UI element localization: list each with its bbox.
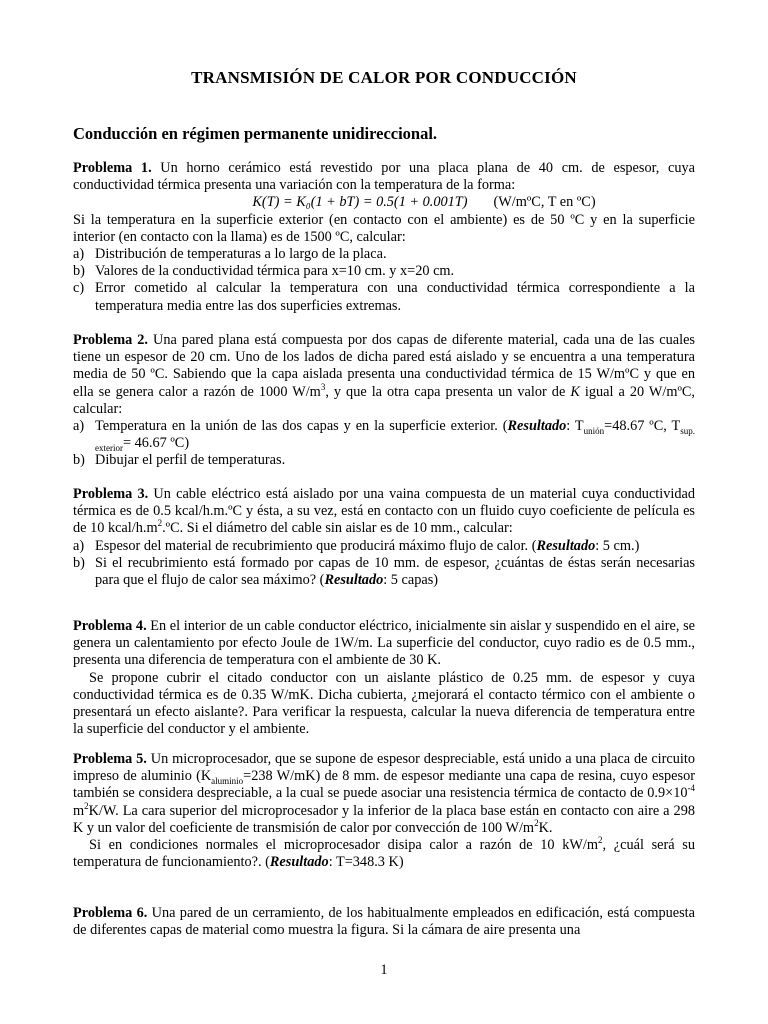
- list-item: b) Si el recubrimiento está formado por capas de 10 mm. de espesor, ¿cuántas de éstas serán necesarias para que el flujo de calor sea máximo? (Resultado: 5 capas): [73, 554, 695, 589]
- problem-5: Problema 5. Un microprocesador, que se supone de espesor despreciable, está unido a una placa de circuito impreso de aluminio ($K_{aluminio}=238$ W/mK) de 8 mm. de espesor mediante una capa de resina, cuyo espesor también se considera despreciable, a la cual se puede asociar una resistencia térmica de contacto de $0.9\times 10^{-4}$ $m^2K/W$. La cara superior del microprocesador y la inferior de la placa base están en contacto con aire a 298 K y un valor del coeficiente de transmisión de calor por convección de 100 $W/m^2K$. Si en condiciones normales el microprocesador disipa calor a razón de 10 $kW/m^2$, ¿cuál será su temperatura de funcionamiento?. (Resultado: T=348.3 K): [73, 751, 695, 871]
- problem-2: Problema 2. Una pared plana está compuesta por dos capas de diferente material, cada una de las cuales tiene un espesor de 20 cm. Uno de los lados de dicha pared está aislado y se encuentra a una temperatura media de 50 ºC. Sabiendo que la capa aislada presenta una conductividad térmica de 15 W/mºC y que en ella se genera calor a razón de 1000 $W/m^3$, y que la otra capa presenta un valor de K igual a 20 W/mºC, calcular: a) Temperatura en la unión de las dos capas y en la superficie exterior. (Resultado: $T_{unión}=48.67$ ºC, $T_{sup. exterior}= 46.67$ ºC) b) Dibujar el perfil de temperaturas.: [73, 332, 695, 469]
- problem-3-list: [73, 538, 695, 590]
- problem-2-list: [73, 418, 695, 470]
- problem-1-label: Problema 1.: [73, 160, 152, 176]
- problem-4: Problema 4. En el interior de un cable conductor eléctrico, inicialmente sin aislar y suspendido en el aire, se genera un calentamiento por efecto Joule de 1W/m. La superficie del conductor, cuyo radio es de 0.5 mm., presenta una diferencia de temperatura con el ambiente de 30 K. Se propone cubrir el citado conductor con un aislante plástico de 0.25 mm. de espesor y cuya conductividad térmica es de 0.35 W/mK. Dicha cubierta, ¿mejorará el contacto térmico con el ambiente o presentará un efecto aislante?. Para verificar la respuesta, calcular la nueva diferencia de temperatura entre la superficie del conductor y el ambiente.: [73, 618, 696, 738]
- list-item: c) Error cometido al calcular la temperatura con una conductividad térmica correspondiente a la temperatura media entre las dos superficies extremas.: [73, 280, 695, 314]
- list-item: b) Dibujar el perfil de temperaturas.: [73, 452, 286, 469]
- problem-1-text: Si la temperatura en la superficie exterior (en contacto con el ambiente) es de 50 ºC y en la superficie interior (en contacto con la llama) es de 1500 ºC, calcular:: [73, 211, 695, 245]
- problem-6: Problema 6. Una pared de un cerramiento, de los habitualmente empleados en edificación, está compuesta de diferentes capas de material como muestra la figura. Si la cámara de aire presenta una: [73, 905, 695, 939]
- list-item: b) Valores de la conductividad térmica para x=10 cm. y x=20 cm.: [73, 263, 455, 280]
- list-item: a) Espesor del material de recubrimiento que producirá máximo flujo de calor. (Resultado: 5 cm.): [73, 537, 640, 554]
- problem-3-label: Problema 3.: [73, 486, 149, 502]
- problem-1-intro: Un horno cerámico está revestido por una placa plana de 40 cm. de espesor, cuya conductividad térmica presenta una variación con la temperatura de la forma:: [73, 160, 695, 194]
- problem-3: Problema 3. Un cable eléctrico está aislado por una vaina compuesta de un material cuya conductividad térmica es de 0.5 kcal/h.m.ºC y ésta, a su vez, está en contacto con un fluido cuyo coeficiente de película es de 10 kcal/$h.m^2.ºC$. Si el diámetro del cable sin aislar es de 10 mm., calcular: a) Espesor del material de recubrimiento que producirá máximo flujo de calor. (Resultado: 5 cm.) b) Si el recubrimiento está formado por capas de 10 mm. de espesor, ¿cuántas de éstas serán necesarias para que el flujo de calor sea máximo? (Resultado: 5 capas): [73, 486, 695, 589]
- page-number: 1: [380, 962, 388, 978]
- list-item: a) Temperatura en la unión de las dos capas y en la superficie exterior. (Resultado: $T_{unión}=48.67$ ºC, $T_{sup. exterior}= 46.67$ ºC): [73, 418, 695, 454]
- list-item: a) Distribución de temperaturas a lo largo de la placa.: [73, 246, 387, 263]
- section-heading: Conducción en régimen permanente unidireccional.: [73, 124, 438, 143]
- problem-2-label: Problema 2.: [73, 332, 149, 348]
- formula-unit: (W/mºC, T en ºC): [493, 194, 596, 211]
- conductivity-formula: K(T) = K₀(1 + bT) = 0.5(1 + 0.001T) (W/mºC, T en ºC): [252, 194, 596, 211]
- problem-6-label: Problema 6.: [73, 905, 148, 921]
- document-title: TRANSMISIÓN DE CALOR POR CONDUCCIÓN: [191, 68, 577, 87]
- problem-4-label: Problema 4.: [73, 618, 147, 634]
- problem-1-list: [73, 246, 695, 315]
- problem-1: [73, 160, 695, 315]
- document-page: [73, 0, 695, 1024]
- problem-5-label: Problema 5.: [73, 751, 147, 767]
